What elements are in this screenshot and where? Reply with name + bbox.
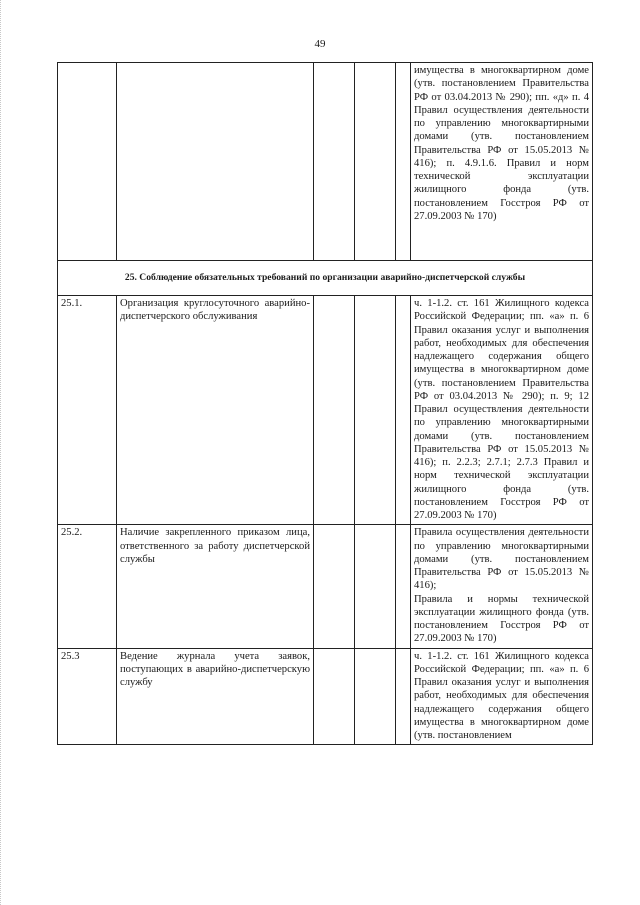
table-row xyxy=(58,648,593,745)
answer-yes-cell xyxy=(314,63,355,261)
table-row xyxy=(58,525,593,648)
row-number xyxy=(58,63,117,261)
row-number: 25.2. xyxy=(58,525,117,648)
legal-reference-cell: ч. 1-1.2. ст. 161 Жилищного кодекса Российской Федерации; пп. «а» п. 6 Правил оказания услуг и выполнения работ, необходимых для обеспечения надлежащего содержания общего имущества в многоквартирном доме (утв. постановлением Правительства РФ от 03.04.2013 № 290); п. 9; 12 Правил осуществления деятельности по управлению многоквартирными домами (утв. постановлением Правительства РФ от 15.05.2013 № 416); п. 2.2.3; 2.7.1; 2.7.3 Правил и норм технической эксплуатации жилищного фонда (утв. постановлением Госстроя РФ от 27.09.2003 № 170) xyxy=(411,296,593,525)
legal-reference-cell: ч. 1-1.2. ст. 161 Жилищного кодекса Российской Федерации; пп. «а» п. 6 Правил оказания услуг и выполнения работ, необходимых для обеспечения надлежащего содержания общего имущества в многоквартирном доме (утв. постановлением xyxy=(411,648,593,745)
row-number: 25.3 xyxy=(58,648,117,745)
answer-no-cell xyxy=(355,525,396,648)
table-row xyxy=(58,63,593,261)
requirement-cell: Наличие закрепленного приказом лица, ответственного за работу диспетчерской службы xyxy=(117,525,314,648)
answer-no-cell xyxy=(355,648,396,745)
answer-yes-cell xyxy=(314,648,355,745)
legal-reference-cell: имущества в многоквартирном доме (утв. постановлением Правительства РФ от 03.04.2013 № 290); пп. «д» п. 4 Правил осуществления деятельности по управлению многоквартирными домами (утв. постановлением Правительства РФ от 15.05.2013 № 416); п. 4.9.1.6. Правил и норм технической эксплуатации жилищного фонда (утв. постановлением Госстроя РФ от 27.09.2003 № 170) xyxy=(411,63,593,261)
row-number: 25.1. xyxy=(58,296,117,525)
answer-yes-cell xyxy=(314,296,355,525)
section-heading-row xyxy=(58,261,593,296)
answer-na-cell xyxy=(396,648,411,745)
section-heading: 25. Соблюдение обязательных требований по организации аварийно-диспетчерской службы xyxy=(58,261,593,296)
legal-reference-line: Правила осуществления деятельности по управлению многоквартирными домами (утв. постановлением Правительства РФ от 15.05.2013 № 416); xyxy=(414,527,589,592)
answer-no-cell xyxy=(355,63,396,261)
answer-yes-cell xyxy=(314,525,355,648)
answer-na-cell xyxy=(396,63,411,261)
requirement-cell xyxy=(117,63,314,261)
scan-edge xyxy=(0,0,5,905)
legal-reference-line: Правила и нормы технической эксплуатации жилищного фонда (утв. постановлением Госстроя РФ от 27.09.2003 № 170) xyxy=(414,593,589,645)
requirements-table xyxy=(57,62,593,745)
answer-na-cell xyxy=(396,296,411,525)
legal-reference-cell xyxy=(411,525,593,648)
requirement-cell: Организация круглосуточного аварийно-диспетчерского обслуживания xyxy=(117,296,314,525)
requirement-cell: Ведение журнала учета заявок, поступающих в аварийно-диспетчерскую службу xyxy=(117,648,314,745)
answer-na-cell xyxy=(396,525,411,648)
table-row xyxy=(58,296,593,525)
answer-no-cell xyxy=(355,296,396,525)
page-number: 49 xyxy=(314,38,326,50)
